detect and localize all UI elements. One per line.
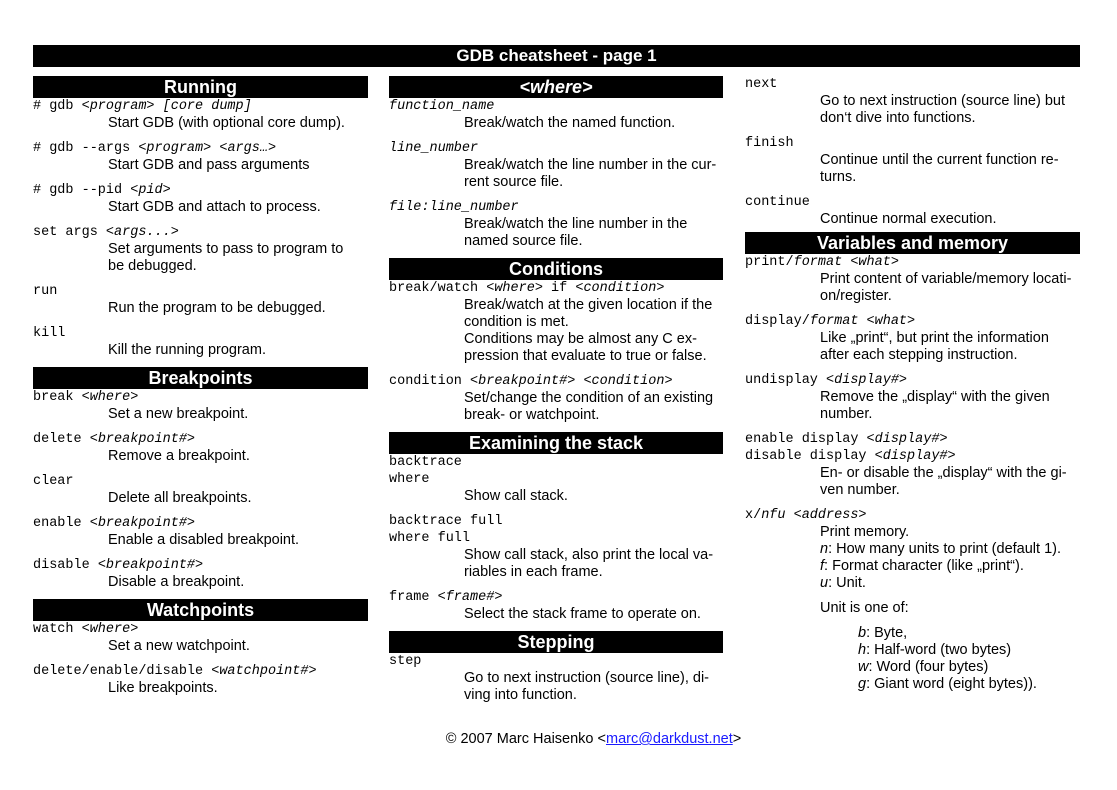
variables-item-5	[745, 507, 1080, 693]
command-arg: format <what>	[809, 314, 916, 329]
command: backtrace	[389, 455, 462, 470]
command-arg: <pid>	[130, 183, 171, 198]
command-arg: nfu <address>	[761, 508, 867, 523]
section-header-breakpoints: Breakpoints	[33, 367, 368, 389]
where-item-1	[389, 98, 723, 132]
command	[33, 140, 368, 157]
section-header-watchpoints: Watchpoints	[33, 599, 368, 621]
command-text: set args	[33, 225, 106, 240]
unit-key: g	[858, 676, 867, 692]
detail-key: u	[820, 575, 829, 591]
description: Break/watch the named function.	[464, 115, 676, 131]
description: Set/change the condition of an existing break- or watchpoint.	[464, 390, 714, 423]
command-text: break/watch	[389, 281, 487, 296]
unit-key: w	[858, 659, 869, 675]
command-text: print/	[745, 255, 794, 270]
command-arg: <breakpoint#>	[97, 558, 204, 573]
running-item-2	[33, 140, 368, 174]
command-arg: <breakpoint#>	[89, 516, 196, 531]
where-item-3	[389, 199, 723, 250]
command-text: frame	[389, 590, 438, 605]
command: backtrace full	[389, 514, 503, 529]
command	[745, 254, 1080, 271]
command-text: watch	[33, 622, 82, 637]
command	[33, 663, 368, 680]
command	[389, 589, 723, 606]
command	[33, 557, 368, 574]
command	[389, 199, 723, 216]
watchpoints-item-2	[33, 663, 368, 697]
command	[389, 280, 723, 297]
command-text: enable	[33, 516, 90, 531]
variables-item-4	[745, 431, 1080, 499]
description: Show call stack, also print the local va- riables in each frame.	[464, 547, 714, 580]
description: Go to next instruction (source line) but don‘t dive into functions.	[820, 93, 1066, 126]
section-header-where: <where>	[389, 76, 723, 98]
unit-text: : Giant word (eight bytes)).	[866, 676, 1037, 692]
conditions-item-2	[389, 373, 723, 424]
stack-item-1	[389, 454, 723, 505]
command	[745, 507, 1080, 524]
description: Run the program to be debugged.	[108, 300, 326, 316]
description: Go to next instruction (source line), di- ving into function.	[464, 670, 709, 703]
command-arg: <watchpoint#>	[211, 664, 317, 679]
command-arg: <condition>	[575, 281, 665, 296]
variables-item-2	[745, 313, 1080, 364]
footer-suffix: >	[732, 731, 742, 747]
stack-item-3	[389, 589, 723, 623]
x-detail	[820, 575, 1080, 592]
x-detail	[820, 541, 1080, 558]
command: kill	[33, 326, 66, 341]
command	[389, 98, 723, 115]
running-item-6	[33, 325, 368, 359]
footer	[0, 731, 1117, 748]
description: Start GDB and attach to process.	[108, 199, 321, 215]
description: Set a new watchpoint.	[108, 638, 250, 654]
command-text: break	[33, 390, 82, 405]
command	[33, 389, 368, 406]
command: run	[33, 284, 58, 299]
running-item-5	[33, 283, 368, 317]
stepping-item-3	[745, 135, 1080, 186]
command-arg: <where>	[81, 622, 139, 637]
description: Show call stack.	[464, 488, 568, 504]
description: Delete all breakpoints.	[108, 490, 252, 506]
command	[33, 621, 368, 638]
command-arg: file:line_number	[389, 200, 519, 215]
unit-key: b	[858, 625, 867, 641]
description: Enable a disabled breakpoint.	[108, 532, 300, 548]
command-arg: <condition>	[583, 374, 673, 389]
description: Set a new breakpoint.	[108, 406, 249, 422]
command-text: # gdb	[33, 99, 82, 114]
column-1	[33, 76, 368, 697]
command-text: condition	[389, 374, 471, 389]
breakpoints-item-5	[33, 557, 368, 591]
command-text: # gdb --pid	[33, 183, 131, 198]
command-arg: format <what>	[793, 255, 899, 270]
description: Remove the „display“ with the given number.	[820, 389, 1050, 422]
description: Print memory.	[820, 524, 910, 540]
command	[745, 448, 1080, 465]
unit-item	[858, 642, 1080, 659]
command-arg: <program> [core dump]	[81, 99, 252, 114]
command	[745, 372, 1080, 389]
variables-item-3	[745, 372, 1080, 423]
detail-text: : Format character (like „print“).	[824, 558, 1024, 574]
command	[389, 140, 723, 157]
command	[33, 224, 368, 241]
section-header-stepping: Stepping	[389, 631, 723, 653]
command-text: delete	[33, 432, 90, 447]
description: Continue until the current function re- turns.	[820, 152, 1059, 185]
command-text: disable display	[745, 449, 875, 464]
unit-text: : Byte,	[866, 625, 908, 641]
command: finish	[745, 136, 794, 151]
command-arg: <display#>	[866, 432, 948, 447]
section-header-variables: Variables and memory	[745, 232, 1080, 254]
description: Start GDB and pass arguments	[108, 157, 310, 173]
command-text: x/	[745, 508, 762, 523]
description: En- or disable the „display“ with the gi- ven number.	[820, 465, 1067, 498]
breakpoints-item-4	[33, 515, 368, 549]
command-arg: <where>	[486, 281, 543, 296]
command	[745, 431, 1080, 448]
command: where	[389, 472, 430, 487]
command-arg: <frame#>	[437, 590, 503, 605]
command-arg: <breakpoint#>	[470, 374, 576, 389]
command-arg: <where>	[81, 390, 139, 405]
description: Set arguments to pass to program to be debugged.	[108, 241, 344, 274]
unit-item	[858, 625, 1080, 642]
description: Like breakpoints.	[108, 680, 218, 696]
command	[33, 98, 368, 115]
description: Start GDB (with optional core dump).	[108, 115, 345, 131]
detail-key: f	[820, 558, 825, 574]
command	[745, 313, 1080, 330]
running-item-3	[33, 182, 368, 216]
section-header-stack: Examining the stack	[389, 432, 723, 454]
page-title: GDB cheatsheet - page 1	[33, 45, 1080, 67]
x-detail	[820, 558, 1080, 575]
unit-text: : Half-word (two bytes)	[866, 642, 1012, 658]
command-text: if	[542, 281, 576, 296]
description: Break/watch at the given location if the condition is met. Conditions may be almost any C ex- pression that evaluate to true or false.	[464, 297, 713, 364]
description: Disable a breakpoint.	[108, 574, 245, 590]
column-2	[389, 76, 723, 704]
command-arg: <args...>	[105, 225, 179, 240]
description: Like „print“, but print the information after each stepping instruction.	[820, 330, 1049, 363]
stack-item-2	[389, 513, 723, 581]
command	[33, 431, 368, 448]
command-text: display/	[745, 314, 810, 329]
breakpoints-item-2	[33, 431, 368, 465]
stepping-item-1	[389, 653, 723, 704]
description: Select the stack frame to operate on.	[464, 606, 701, 622]
stepping-item-2	[745, 76, 1080, 127]
command-arg: <display#>	[874, 449, 956, 464]
command-arg: function_name	[389, 99, 495, 114]
unit-key: h	[858, 642, 867, 658]
description: Continue normal execution.	[820, 211, 997, 227]
breakpoints-item-3	[33, 473, 368, 507]
command: where full	[389, 531, 471, 546]
detail-key: n	[820, 541, 829, 557]
unit-intro: Unit is one of:	[820, 600, 909, 616]
description: Print content of variable/memory locati- on/register.	[820, 271, 1072, 304]
command-text: undisplay	[745, 373, 827, 388]
where-item-2	[389, 140, 723, 191]
section-header-running: Running	[33, 76, 368, 98]
email-link[interactable]: marc@darkdust.net	[605, 731, 733, 747]
breakpoints-item-1	[33, 389, 368, 423]
running-item-1	[33, 98, 368, 132]
unit-text: : Word (four bytes)	[868, 659, 989, 675]
command-arg: <display#>	[826, 373, 908, 388]
command: continue	[745, 195, 810, 210]
description: Break/watch the line number in the named source file.	[464, 216, 688, 249]
unit-item	[858, 676, 1080, 693]
command	[389, 373, 723, 390]
description: Kill the running program.	[108, 342, 266, 358]
detail-text: : How many units to print (default 1).	[828, 541, 1061, 557]
command	[33, 182, 368, 199]
command-text: # gdb --args	[33, 141, 139, 156]
command-text: disable	[33, 558, 98, 573]
unit-item	[858, 659, 1080, 676]
command	[33, 515, 368, 532]
description: Remove a breakpoint.	[108, 448, 250, 464]
running-item-4	[33, 224, 368, 275]
command-arg: <program> <args…>	[138, 141, 277, 156]
column-3	[745, 76, 1080, 693]
section-header-conditions: Conditions	[389, 258, 723, 280]
command: step	[389, 654, 422, 669]
command-arg: line_number	[389, 141, 479, 156]
footer-copyright: © 2007 Marc Haisenko <	[445, 731, 606, 747]
command: clear	[33, 474, 74, 489]
command-arg: <breakpoint#>	[89, 432, 196, 447]
variables-item-1	[745, 254, 1080, 305]
stepping-item-4	[745, 194, 1080, 228]
description: Break/watch the line number in the cur- rent source file.	[464, 157, 717, 190]
watchpoints-item-1	[33, 621, 368, 655]
detail-text: : Unit.	[828, 575, 866, 591]
command: next	[745, 77, 778, 92]
command-text: enable display	[745, 432, 867, 447]
conditions-item-1	[389, 280, 723, 365]
command-text: delete/enable/disable	[33, 664, 212, 679]
